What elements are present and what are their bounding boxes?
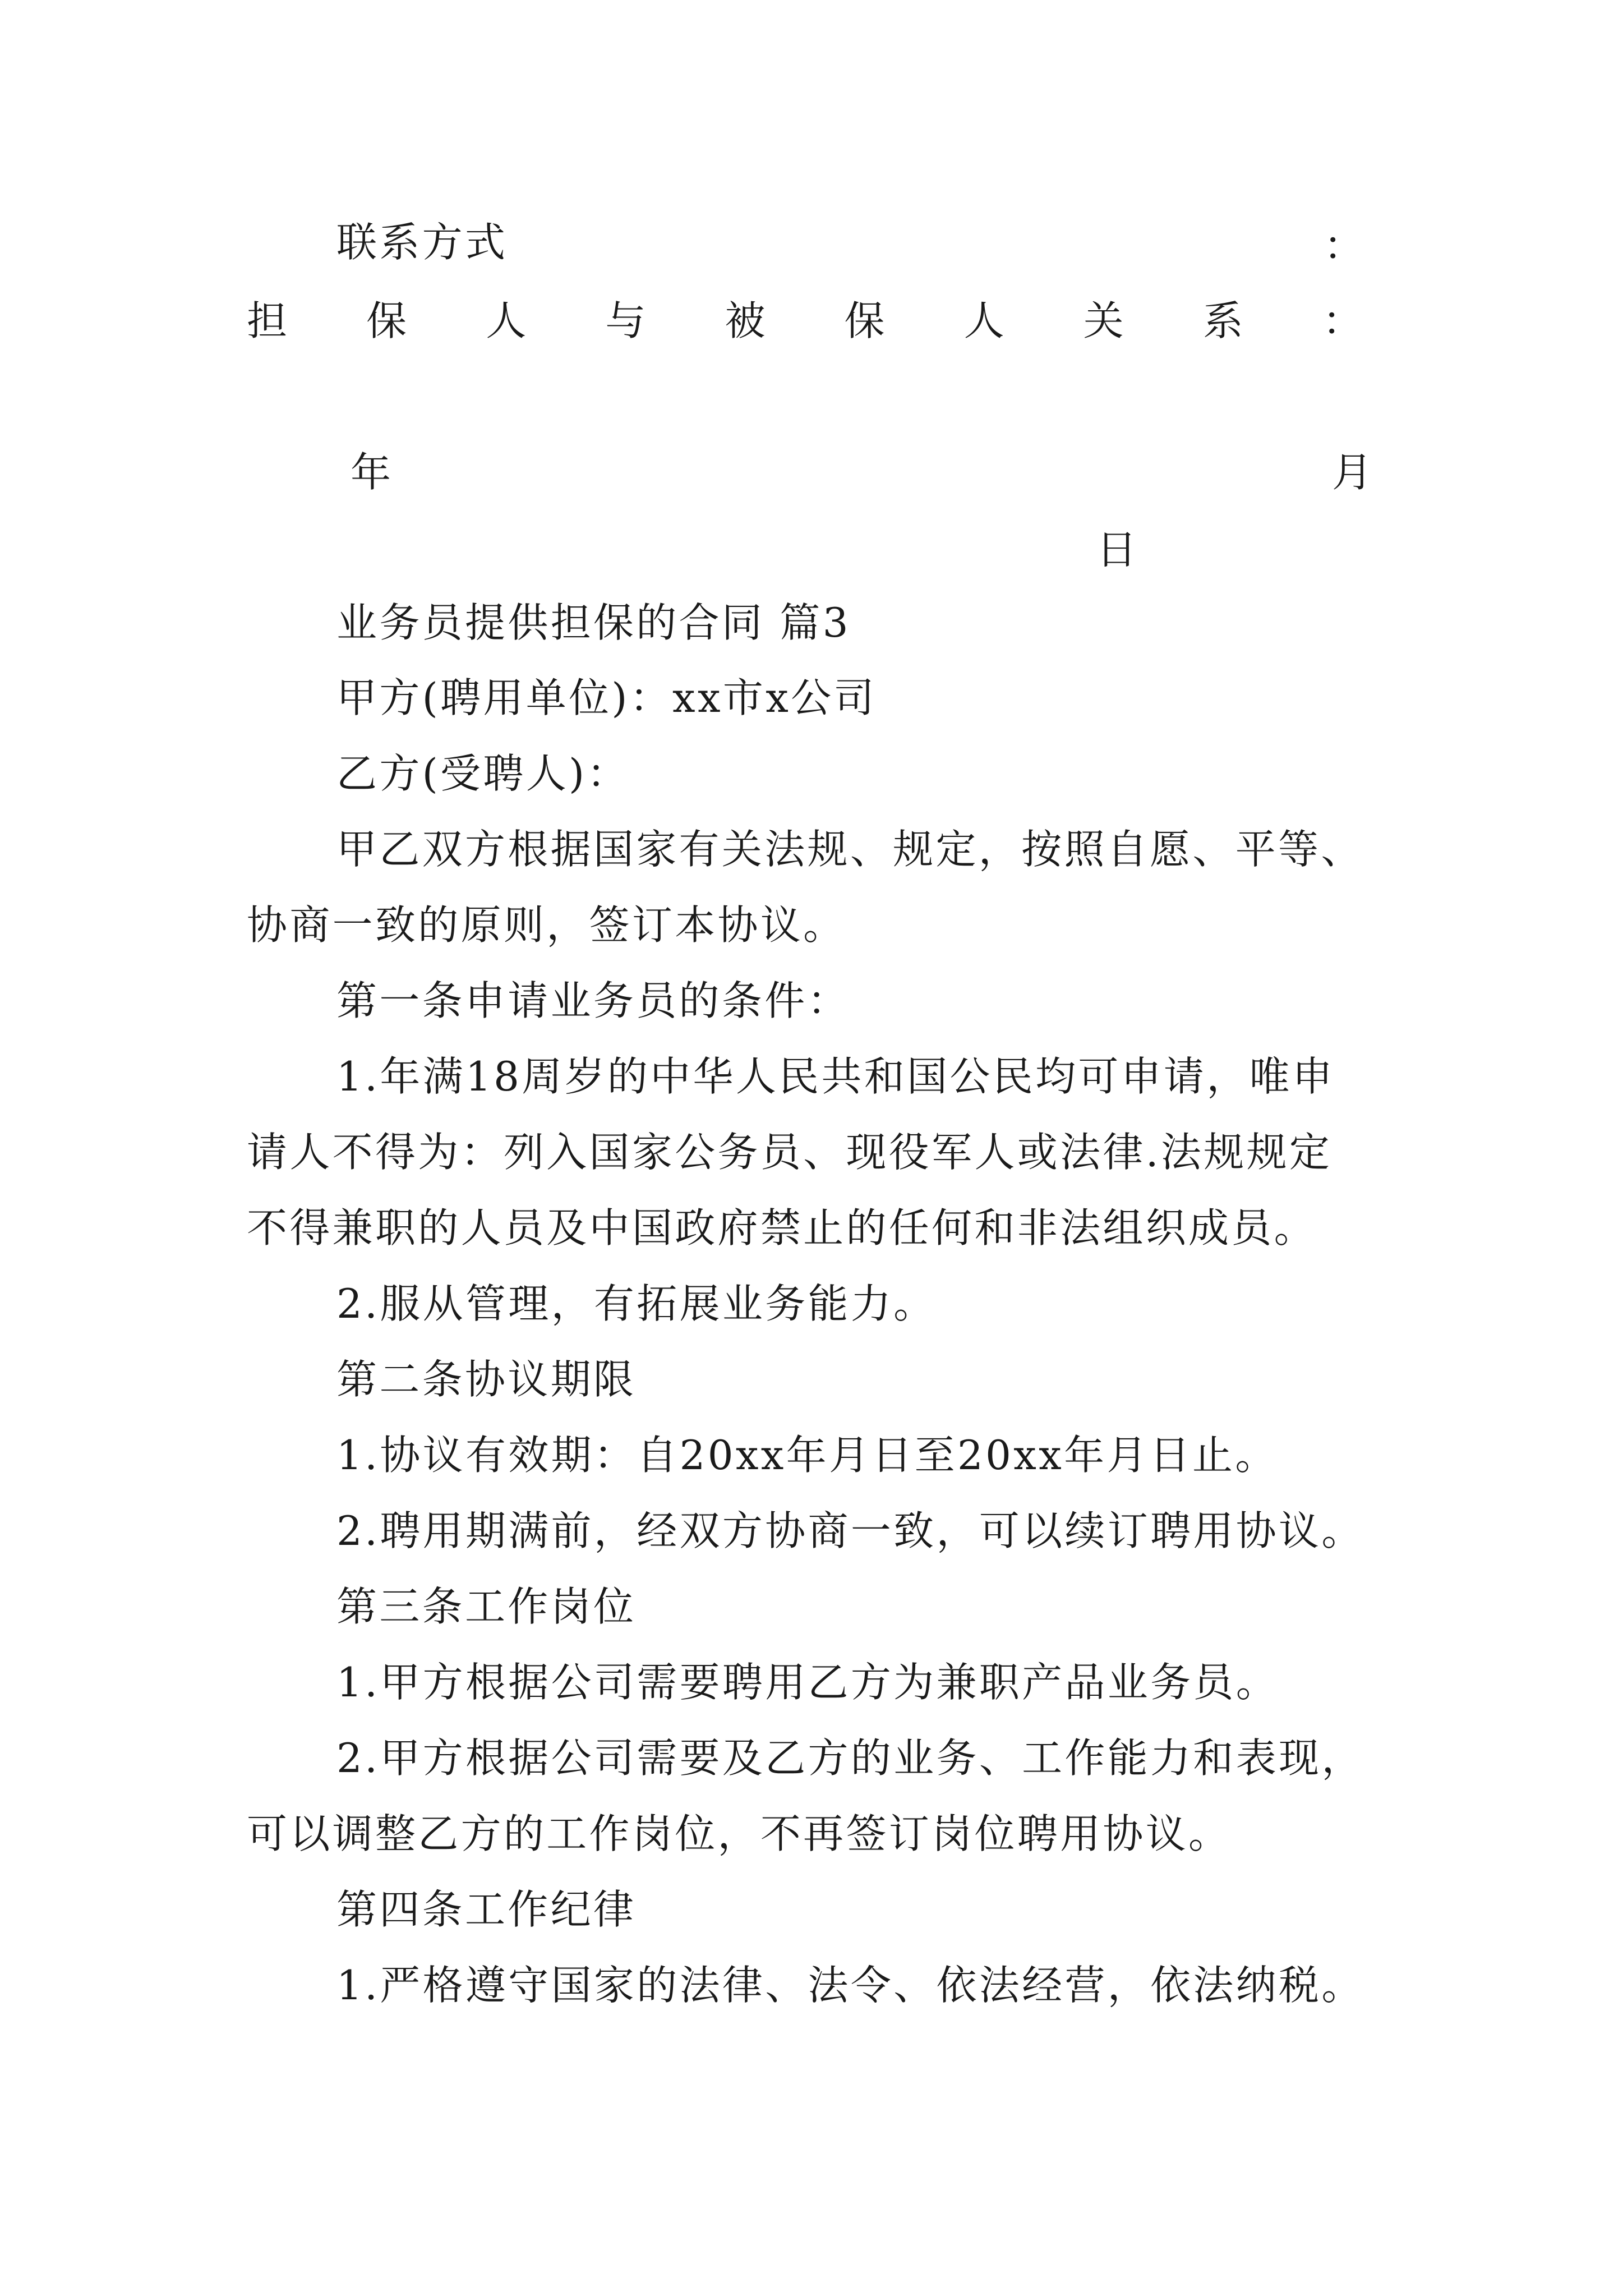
relation-char: 保 xyxy=(844,297,885,344)
section-title: 业务员提供担保的合同 篇3 xyxy=(336,599,851,646)
article-heading: 第四条工作纪律 xyxy=(336,1886,637,1933)
body-paragraph: 1.甲方根据公司需要聘用乙方为兼职产品业务员。 xyxy=(336,1659,1279,1706)
contact-colon: ： xyxy=(1324,222,1367,269)
date-year: 年 xyxy=(351,449,394,496)
body-paragraph: 2.聘用期满前，经双方协商一致，可以续订聘用协议。 xyxy=(336,1507,1364,1554)
body-paragraph: 1.协议有效期：自20xx年月日至20xx年月日止。 xyxy=(336,1432,1278,1479)
party-a: 甲方(聘用单位)：xx市x公司 xyxy=(336,674,877,721)
relation-char: 关 xyxy=(1083,297,1124,344)
body-paragraph: 协商一致的原则，签订本协议。 xyxy=(247,901,846,949)
body-paragraph: 1.严格遵守国家的法律、法令、依法经营，依法纳税。 xyxy=(336,1962,1364,2009)
contact-label: 联系方式 xyxy=(336,219,508,266)
body-paragraph: 不得兼职的人员及中国政府禁止的任何和非法组织成员。 xyxy=(247,1204,1317,1251)
relation-char: 人 xyxy=(963,297,1004,344)
body-paragraph: 1.年满18周岁的中华人民共和国公民均可申请，唯申 xyxy=(336,1053,1335,1100)
relation-char: 保 xyxy=(366,297,407,344)
date-month: 月 xyxy=(1332,449,1375,496)
date-day: 日 xyxy=(1096,526,1140,573)
article-heading: 第二条协议期限 xyxy=(336,1356,637,1403)
body-paragraph: 可以调整乙方的工作岗位，不再签订岗位聘用协议。 xyxy=(247,1810,1232,1857)
body-paragraph: 甲乙双方根据国家有关法规、规定，按照自愿、平等、 xyxy=(336,826,1364,873)
body-paragraph: 2.服从管理，有拓展业务能力。 xyxy=(336,1280,937,1327)
relation-char: 系 xyxy=(1202,297,1243,344)
article-heading: 第三条工作岗位 xyxy=(336,1583,637,1630)
relation-char: 与 xyxy=(605,297,646,344)
relation-char: 担 xyxy=(247,297,288,344)
body-paragraph: 2.甲方根据公司需要及乙方的业务、工作能力和表现， xyxy=(336,1734,1364,1782)
relation-char: ： xyxy=(1322,297,1363,344)
party-b: 乙方(受聘人)： xyxy=(336,750,630,797)
article-heading: 第一条申请业务员的条件： xyxy=(336,977,850,1024)
relation-line xyxy=(247,297,1363,344)
body-paragraph: 请人不得为：列入国家公务员、现役军人或法律.法规规定 xyxy=(247,1129,1332,1176)
relation-char: 被 xyxy=(725,297,766,344)
relation-char: 人 xyxy=(486,297,527,344)
